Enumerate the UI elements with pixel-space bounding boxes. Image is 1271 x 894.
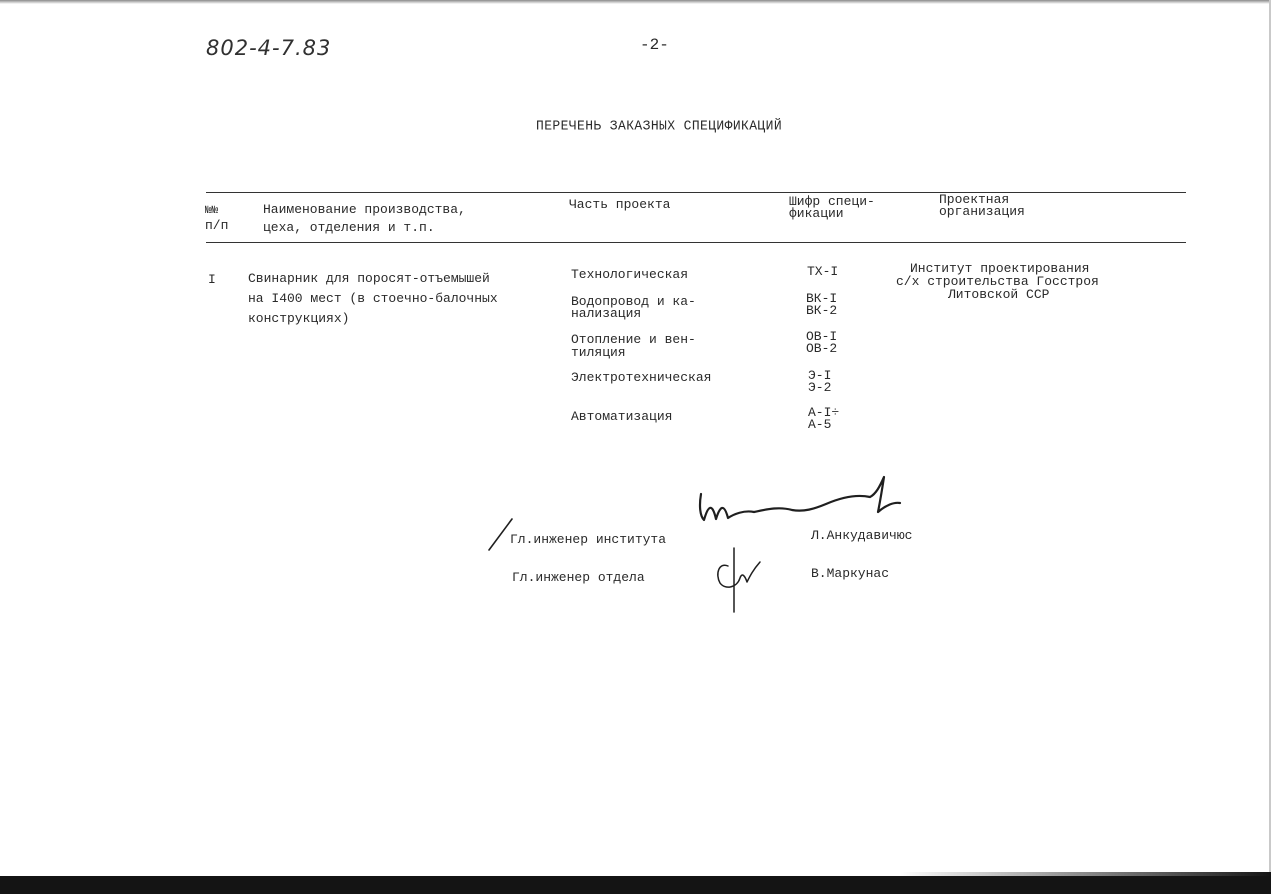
- row-name-line3: конструкциях): [248, 311, 350, 326]
- signature-name-department: В.Маркунас: [811, 566, 890, 581]
- table-top-rule: [206, 192, 1186, 193]
- signature-name-institute: Л.Анкудавичюс: [811, 528, 913, 543]
- header-part: Часть проекта: [569, 197, 671, 212]
- header-num-line1: №№: [205, 205, 219, 217]
- header-num-line2: п/п: [205, 218, 229, 233]
- part-electrical: Электротехническая: [571, 370, 712, 385]
- scan-bottom-edge: [0, 876, 1271, 894]
- code-a5: А-5: [808, 417, 832, 432]
- code-tx1: ТХ-I: [807, 264, 839, 279]
- code-vk1: ВК-I: [806, 291, 838, 306]
- part-automation: Автоматизация: [571, 409, 673, 424]
- part-water-line2: нализация: [571, 306, 642, 321]
- row-number: I: [208, 272, 216, 287]
- part-heating-line1: Отопление и вен-: [571, 332, 696, 347]
- code-e2: Э-2: [808, 380, 832, 395]
- signature-role-institute: Гл.инженер института: [510, 532, 667, 547]
- part-technology: Технологическая: [571, 267, 689, 282]
- header-org-line2: организация: [939, 204, 1025, 219]
- header-org-line1: Проектная: [939, 192, 1010, 207]
- signature-stroke-department: [718, 548, 760, 612]
- code-e1: Э-I: [808, 368, 832, 383]
- signature-role-department: Гл.инженер отдела: [512, 570, 645, 585]
- row-name-line2: на I400 мест (в стоечно-балочных: [248, 291, 498, 306]
- code-a1: А-I÷: [808, 405, 840, 420]
- code-vk2: ВК-2: [806, 303, 838, 318]
- signature-tick-institute: [489, 519, 512, 550]
- page-number: -2-: [640, 36, 669, 54]
- row-name-line1: Свинарник для поросят-отъемышей: [248, 271, 490, 286]
- document-code: 802-4-7.83: [206, 36, 332, 60]
- header-name-line1: Наименование производства,: [263, 202, 466, 217]
- row-org-line3: Литовской ССР: [948, 287, 1050, 302]
- row-org-line1: Институт проектирования: [910, 261, 1090, 276]
- part-water-line1: Водопровод и ка-: [571, 294, 696, 309]
- header-name-line2: цеха, отделения и т.п.: [263, 220, 435, 235]
- scan-top-edge: [0, 0, 1271, 4]
- document-title: ПЕРЕЧЕНЬ ЗАКАЗНЫХ СПЕЦИФИКАЦИЙ: [536, 117, 783, 134]
- scan-bottom-shadow: [900, 872, 1271, 878]
- header-code-line1: Шифр специ-: [789, 194, 875, 209]
- header-code-line2: фикации: [789, 206, 844, 221]
- code-ov1: ОВ-I: [806, 329, 838, 344]
- part-heating-line2: тиляция: [571, 345, 626, 360]
- table-header-rule: [206, 242, 1186, 243]
- code-ov2: ОВ-2: [806, 341, 838, 356]
- signature-stroke-institute: [700, 477, 900, 520]
- row-org-line2: с/х строительства Госстроя: [896, 274, 1099, 289]
